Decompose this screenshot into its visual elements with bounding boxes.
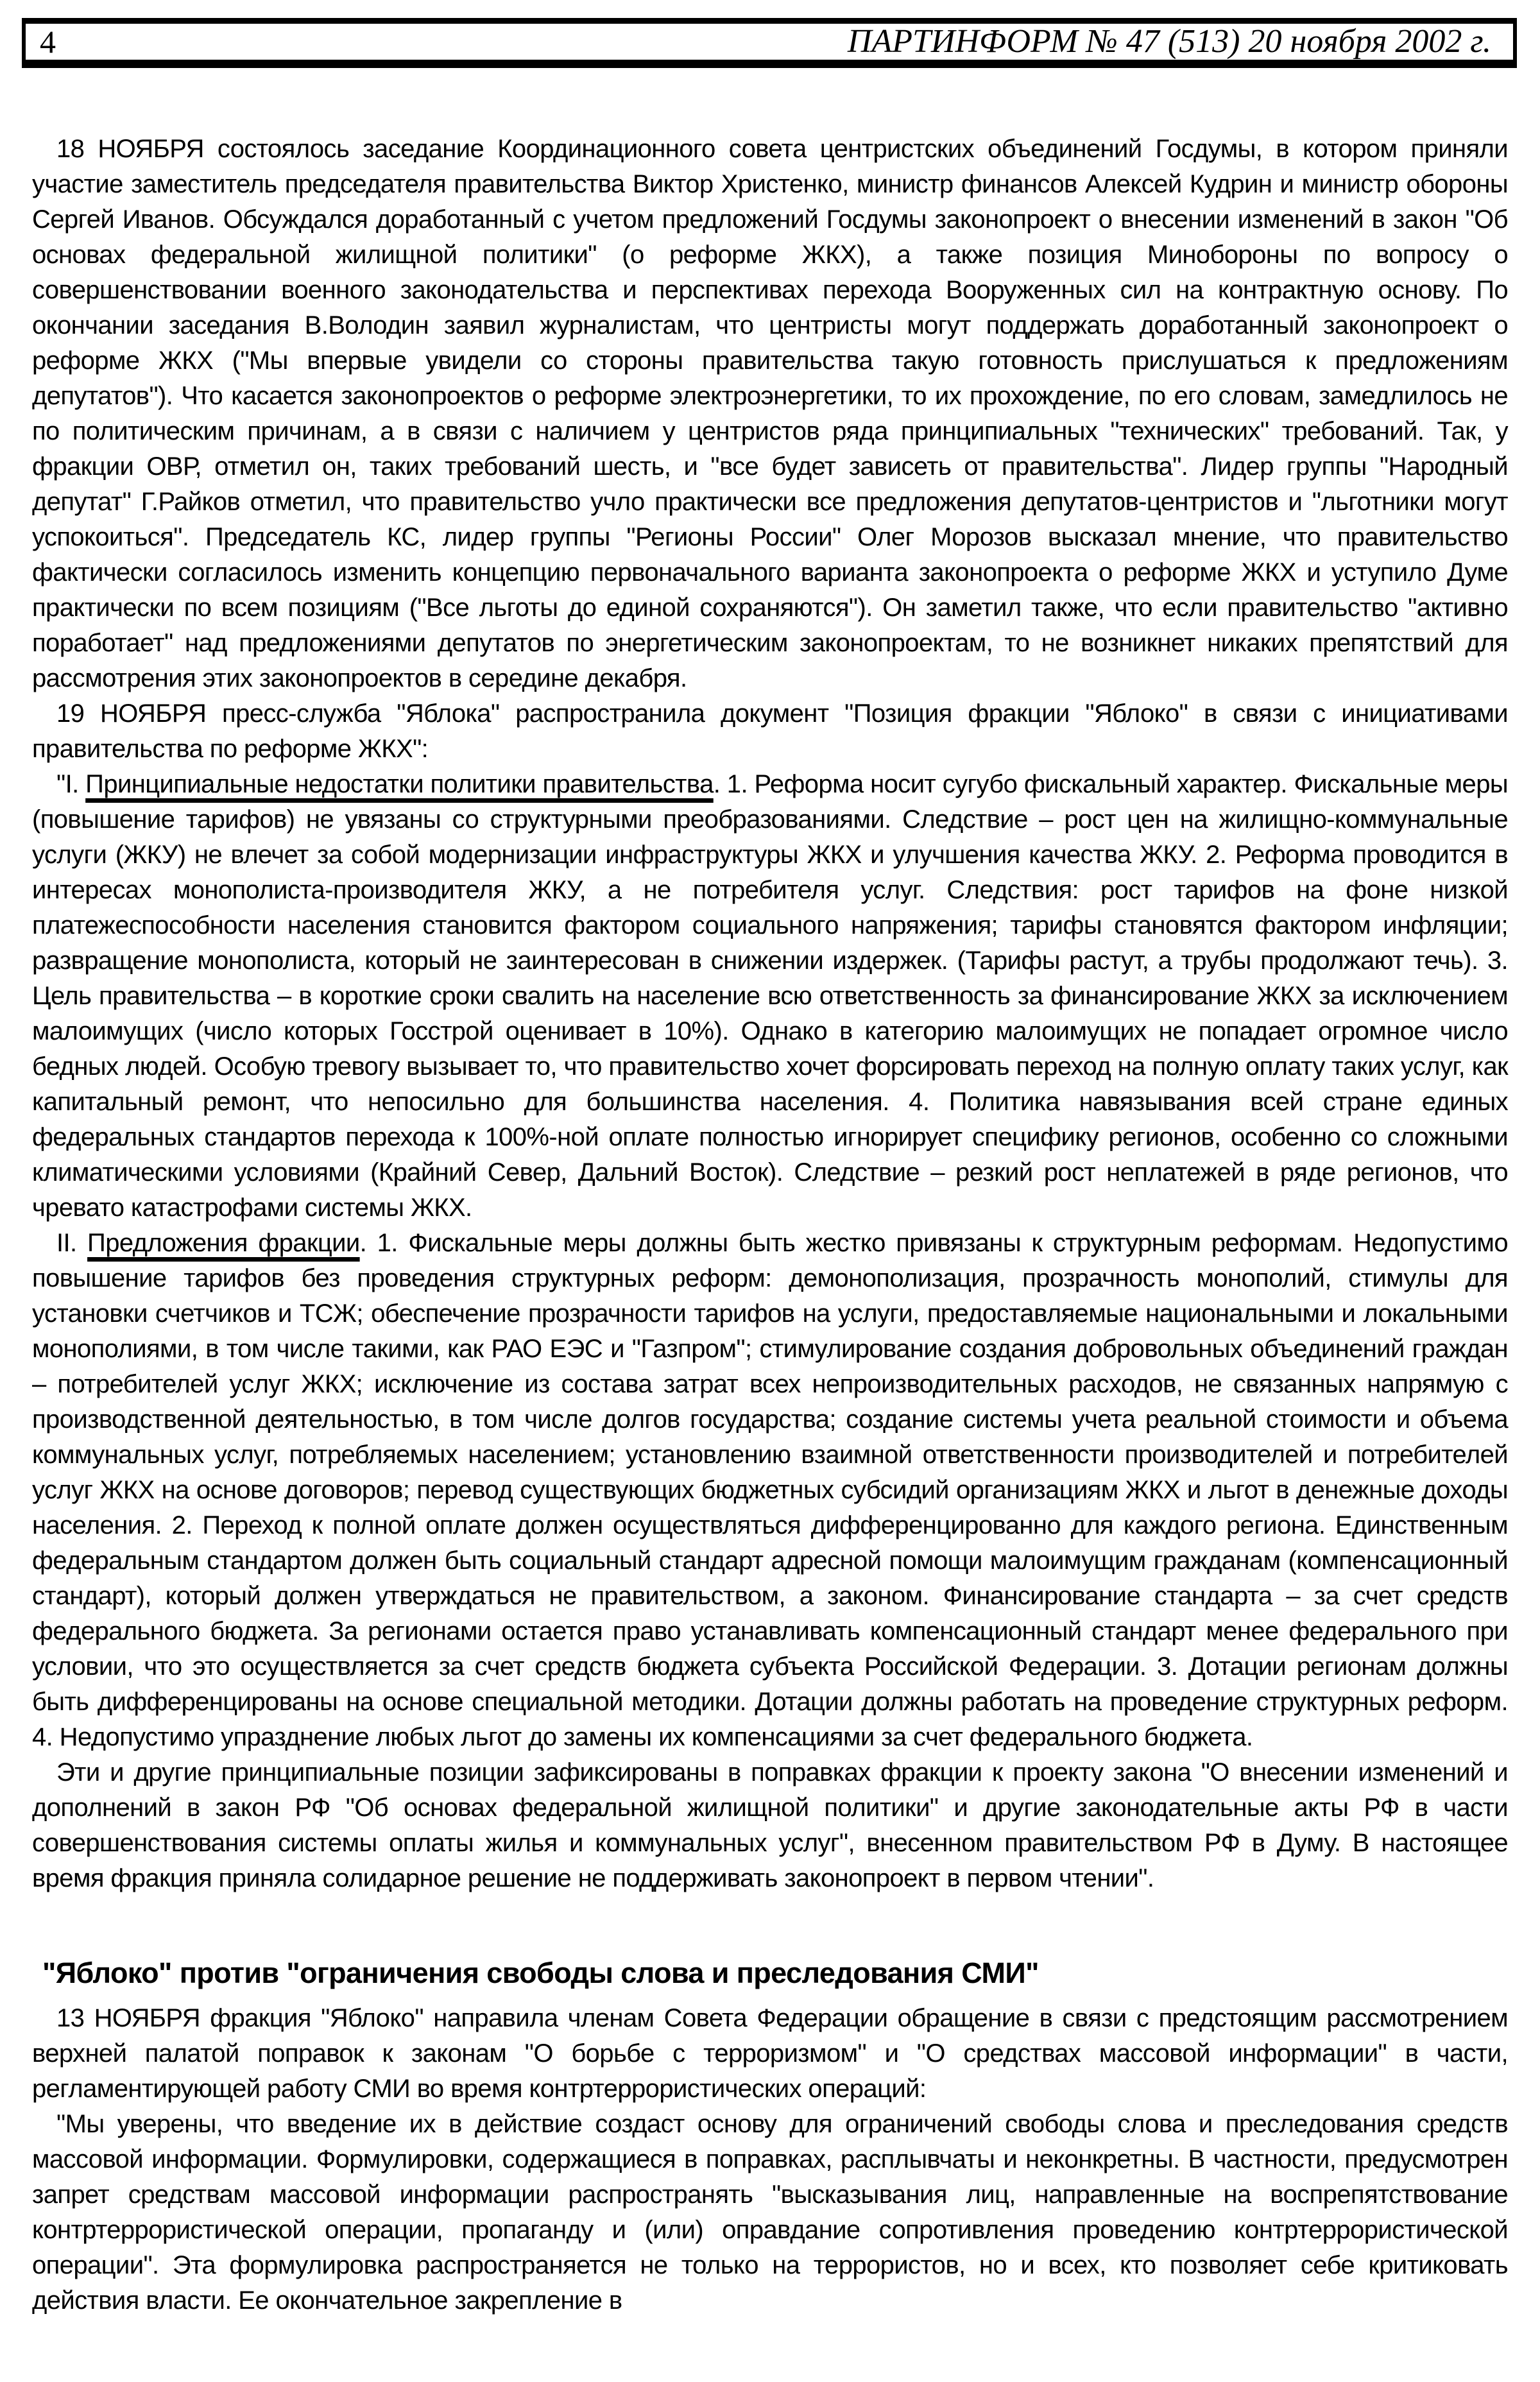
body-paragraph [32,2001,1508,2107]
text-run: Эти и другие принципиальные позиции зафиксированы в поправках фракции к проекту закона "О внесении изменений и дополнений в закон РФ "Об основах федеральной жилищной политики" и другие законодательные акты РФ в части совершенствования системы оплаты жилья и коммунальных услуг", внесенном правительством РФ в Думу. В настоящее время фракция приняла солидарное решение не поддерживать законопроект в первом чтении". [32,1758,1508,1892]
text-run: "Мы уверены, что введение их в действие создаст основу для ограничений свободы слова и преследования средств массовой информации. Формулировки, содержащиеся в поправках, расплывчаты и неконкретны. В частности, предусмотрен запрет средствам массовой информации распространять "высказывания лиц, направленные на воспрепятствование контртеррористической операции, пропаганду и (или) оправдание сопротивления проведению контртеррористической операции". Эта формулировка распространяется не только на террористов, но и всех, кто позволяет себе критиковать действия власти. Ее окончательное закрепление в [32,2110,1508,2315]
body-paragraph [32,2107,1508,2318]
newsletter-title: ПАРТИНФОРМ № 47 (513) 20 ноября 2002 г. [847,23,1491,60]
page-header [22,18,1517,68]
text-run: 19 НОЯБРЯ пресс-служба "Яблока" распространила документ "Позиция фракции "Яблоко" в связи с инициативами правительства по реформе ЖКХ": [32,699,1508,763]
text-run: II. [56,1229,88,1257]
body-paragraph [32,1755,1508,1896]
text-run: . 1. Реформа носит сугубо фискальный характер. Фискальные меры (повышение тарифов) не увязаны со структурными преобразованиями. Следствие – рост цен на жилищно-коммунальные услуги (ЖКУ) не влечет за собой модернизации инфраструктуры ЖКХ и улучшения качества ЖКУ. 2. Реформа проводится в интересах монополиста-производителя ЖКУ, а не потребителя услуг. Следствия: рост тарифов на фоне низкой платежеспособности населения становится фактором социального напряжения; тарифы становятся фактором инфляции; развращение монополиста, который не заинтересован в снижении издержек. (Тарифы растут, а трубы продолжают течь). 3. Цель правительства – в короткие сроки свалить на население всю ответственность за финансирование ЖКХ за исключением малоимущих (число которых Госстрой оценивает в 10%). Однако в категорию малоимущих не попадает огромное число бедных людей. Особую тревогу вызывает то, что правительство хочет форсировать переход на полную оплату таких услуг, как капитальный ремонт, что непосильно для большинства населения. 4. Политика навязывания всей стране единых федеральных стандартов перехода к 100%-ной оплате полностью игнорирует специфику регионов, особенно со сложными климатическими условиями (Крайний Север, Дальний Восток). Следствие – резкий рост неплатежей в ряде регионов, что чревато катастрофами системы ЖКХ. [32,770,1508,1222]
body-paragraph [32,767,1508,1226]
text-run: "Яблоко" против "ограничения свободы слова и преследования СМИ" [42,1957,1039,1989]
document-body [32,132,1508,2318]
body-paragraph [32,1226,1508,1755]
body-paragraph [32,696,1508,767]
text-run: "I. [56,770,86,798]
section-heading [42,1955,1508,1991]
underlined-phrase: Предложения фракции [87,1229,360,1257]
text-run: 18 НОЯБРЯ состоялось заседание Координационного совета центристских объединений Госдумы, в котором приняли участие заместитель председателя правительства Виктор Христенко, министр финансов Алексей Кудрин и министр обороны Сергей Иванов. Обсуждался доработанный с учетом предложений Госдумы законопроект о внесении изменений в закон "Об основах федеральной жилищной политики" (о реформе ЖКХ), а также позиция Минобороны по вопросу о совершенствовании военного законодательства и перспективах перехода Вооруженных сил на контрактную основу. По окончании заседания В.Володин заявил журналистам, что центристы могут поддержать доработанный законопроект о реформе ЖКХ ("Мы впервые увидели со стороны правительства такую готовность прислушаться к предложениям депутатов"). Что касается законопроектов о реформе электроэнергетики, то их прохождение, по его словам, замедлилось не по политическим причинам, а в связи с наличием у центристов ряда принципиальных "технических" требований. Так, у фракции ОВР, отметил он, таких требований шесть, и "все будет зависеть от правительства". Лидер группы "Народный депутат" Г.Райков отметил, что правительство учло практически все предложения депутатов-центристов и "льготники могут успокоиться". Председатель КС, лидер группы "Регионы России" Олег Морозов высказал мнение, что правительство фактически согласилось изменить концепцию первоначального варианта законопроекта о реформе ЖКХ и уступило Думе практически по всем позициям ("Все льготы до единой сохраняются"). Он заметил также, что если правительство "активно поработает" над предложениями депутатов по энергетическим законопроектам, то не возникнет никаких препятствий для рассмотрения этих законопроектов в середине декабря. [32,135,1508,692]
underlined-phrase: Принципиальные недостатки политики правительства [85,770,714,798]
text-run: 13 НОЯБРЯ фракция "Яблоко" направила членам Совета Федерации обращение в связи с предстоящим рассмотрением верхней палатой поправок к законам "О борьбе с терроризмом" и "О средствах массовой информации" в части, регламентирующей работу СМИ во время контртеррористических операций: [32,2004,1508,2103]
text-run: . 1. Фискальные меры должны быть жестко привязаны к структурным реформам. Недопустимо повышение тарифов без проведения структурных реформ: демонополизация, прозрачность монополий, стимулы для установки счетчиков и ТСЖ; обеспечение прозрачности тарифов на услуги, предоставляемые национальными и локальными монополиями, в том числе такими, как РАО ЕЭС и "Газпром"; стимулирование создания добровольных объединений граждан – потребителей услуг ЖКХ; исключение из состава затрат всех непроизводительных расходов, не связанных напрямую с производственной деятельностью, в том числе долгов государства; создание системы учета реальной стоимости и объема коммунальных услуг, потребляемых населением; установлению взаимной ответственности производителей и потребителей услуг ЖКХ на основе договоров; перевод существующих бюджетных субсидий организациям ЖКХ и льгот в денежные доходы населения. 2. Переход к полной оплате должен осуществляться дифференцированно для каждого региона. Единственным федеральным стандартом должен быть социальный стандарт адресной помощи малоимущим гражданам (компенсационный стандарт), который должен утверждаться не правительством, а законом. Финансирование стандарта – за счет средств федерального бюджета. За регионами остается право устанавливать компенсационный стандарт менее федерального при условии, что это осуществляется за счет средств бюджета субъекта Российской Федерации. 3. Дотации регионам должны быть дифференцированы на основе специальной методики. Дотации должны работать на проведение структурных реформ. 4. Недопустимо упразднение любых льгот до замены их компенсациями за счет федерального бюджета. [32,1229,1508,1751]
body-paragraph [32,132,1508,696]
page-number: 4 [40,24,56,60]
